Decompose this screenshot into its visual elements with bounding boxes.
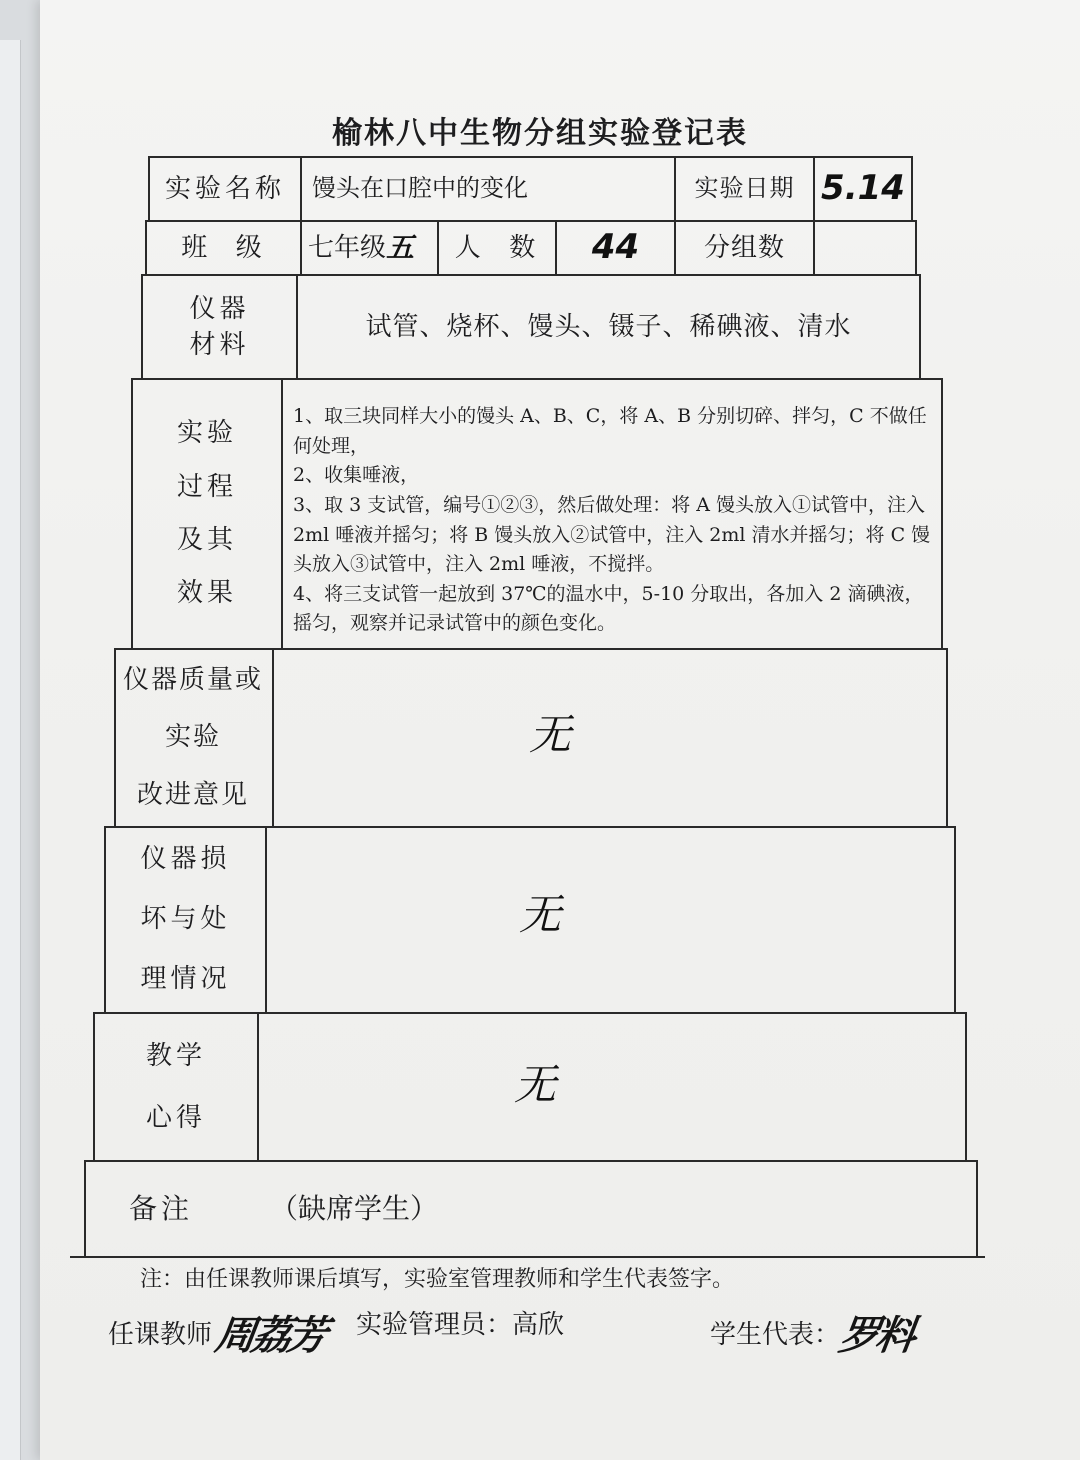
admin-name: 高欣 [512, 1310, 565, 1340]
damage-label-line2: 坏与处 [140, 904, 231, 935]
form-title: 榆林八中生物分组实验登记表 [332, 116, 748, 151]
label-col-divider-4 [272, 648, 274, 826]
table-border-bottom [70, 1256, 985, 1258]
groups-value [815, 222, 915, 274]
exp-name-label: 实验名称 [164, 173, 285, 204]
teacher-label: 任课教师 [108, 1320, 213, 1350]
outer-right-2 [915, 220, 917, 274]
teaching-label-line1: 教学 [145, 1040, 206, 1071]
remark-label: 备注 [128, 1192, 193, 1226]
form-note: 注：由任课教师课后填写，实验室管理教师和学生代表签字。 [140, 1267, 735, 1292]
procedure-step-1: 1、取三块同样大小的馒头 A、B、C，将 A、B 分别切碎、拌匀，C 不做任何处理， [293, 405, 927, 457]
outer-right-7 [965, 1012, 967, 1160]
admin-block [356, 1304, 564, 1341]
procedure-label-line3: 及其 [176, 525, 237, 555]
outer-right-6 [954, 826, 956, 1012]
teaching-value: 无 [513, 1059, 556, 1109]
outer-right-5 [946, 648, 948, 826]
exp-date-value: 5.14 [821, 168, 905, 209]
class-hand: 五 [386, 231, 415, 265]
student-signature-block [710, 1304, 915, 1361]
quality-label-line3: 改进意见 [136, 779, 249, 810]
admin-label: 实验管理员： [356, 1310, 513, 1340]
class-prefix: 七年级 [308, 232, 387, 263]
quality-label-line1: 仪器质量或 [122, 665, 263, 696]
procedure-text [293, 402, 933, 639]
exp-date-label: 实验日期 [694, 174, 795, 203]
equipment-value: 试管、烧杯、馒头、镊子、稀碘液、清水 [365, 311, 852, 342]
people-label: 人 数 [454, 232, 540, 263]
damage-label [106, 828, 265, 1012]
outer-right-8 [976, 1160, 978, 1256]
quality-label [114, 650, 272, 826]
damage-value: 无 [518, 889, 561, 939]
outer-right-4 [941, 378, 943, 648]
class-value [302, 222, 443, 274]
procedure-step-3: 3、取 3 支试管，编号①②③，然后做处理：将 A 馒头放入①试管中，注入 2ml 唾液并摇匀；将 B 馒头放入②试管中，注入 2ml 清水并摇匀；将 C 馒头放入③试管中，注入 2ml 唾液，不搅拌。 [293, 493, 931, 576]
equipment-label-line2: 材料 [189, 330, 250, 360]
exp-name-value: 馒头在口腔中的变化 [312, 174, 528, 203]
equipment-label [143, 276, 296, 378]
equipment-label-line1: 仪器 [189, 293, 250, 324]
outer-right-1 [911, 156, 913, 220]
label-col-divider-6 [257, 1012, 259, 1160]
quality-value: 无 [528, 709, 571, 759]
groups-label: 分组数 [703, 232, 785, 263]
label-col-divider-3 [281, 378, 283, 648]
damage-label-line3: 理情况 [140, 963, 231, 994]
people-value: 44 [591, 227, 640, 268]
quality-label-line2: 实验 [164, 722, 221, 753]
teaching-label [95, 1014, 257, 1160]
teacher-signature: 周荔芳 [212, 1313, 327, 1359]
label-col-divider-5 [265, 826, 267, 1012]
back-paper-edge [0, 40, 21, 1460]
student-label: 学生代表： [710, 1320, 841, 1350]
student-signature: 罗料 [836, 1313, 915, 1359]
procedure-step-4: 4、将三支试管一起放到 37℃的温水中，5-10 分取出，各加入 2 滴碘液，摇匀，观察并记录试管中的颜色变化。 [293, 582, 924, 635]
teaching-label-line2: 心得 [145, 1103, 206, 1133]
remark-value: （缺席学生） [270, 1192, 439, 1226]
outer-right-3 [919, 274, 921, 378]
procedure-step-2: 2、收集唾液， [293, 464, 420, 487]
procedure-label-line2: 过程 [176, 471, 237, 502]
procedure-label-line4: 效果 [176, 578, 237, 609]
procedure-label [133, 380, 281, 648]
class-label: 班 级 [181, 232, 266, 263]
teacher-signature-block [108, 1304, 327, 1361]
damage-label-line1: 仪器损 [140, 844, 231, 875]
procedure-label-line1: 实验 [176, 418, 237, 449]
